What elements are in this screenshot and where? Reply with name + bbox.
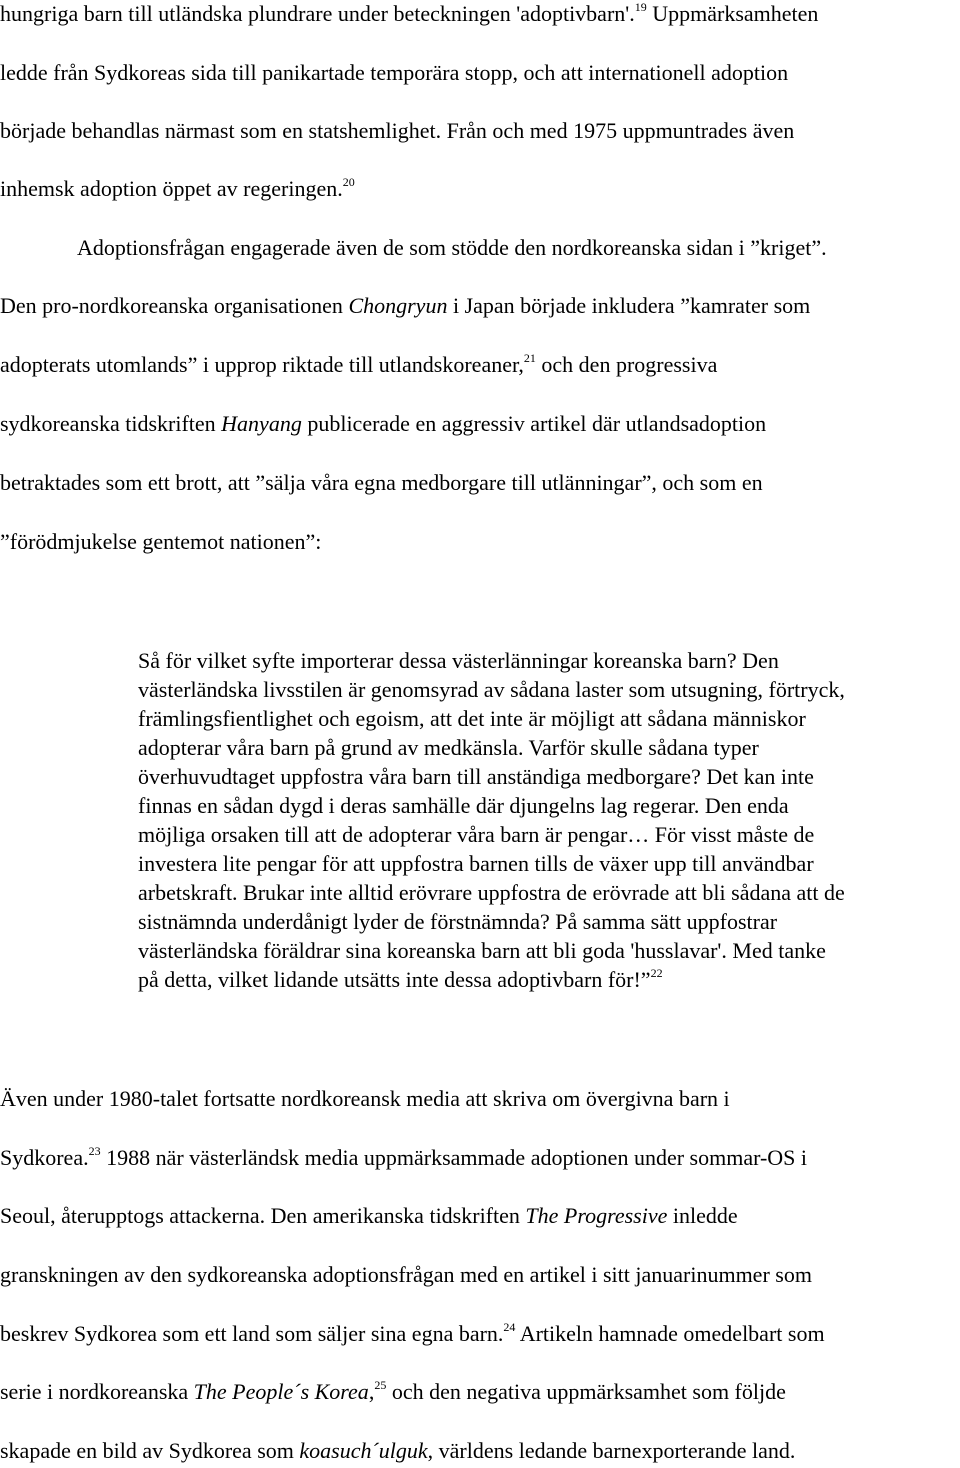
- paragraph-line: betraktades som ett brott, att ”sälja våra egna medborgare till utlänningar”, och som en: [0, 470, 763, 495]
- text-run: hungriga barn till utländska plundrare under beteckningen 'adoptivbarn'.: [0, 1, 635, 26]
- quote-line: Så för vilket syfte importerar dessa västerlänningar koreanska barn? Den: [138, 648, 779, 673]
- quote-line: [138, 965, 960, 994]
- text-run: inhemsk adoption öppet av regeringen.: [0, 176, 343, 201]
- text-run: ,: [368, 1379, 375, 1404]
- quote-line: överhuvudtaget uppfostra våra barn till anständiga medborgare? Det kan inte: [138, 764, 814, 789]
- quote-line: sistnämnda underdånigt lyder de förstnämnda? På samma sätt uppfostrar: [138, 909, 778, 934]
- quote-line: arbetskraft. Brukar inte alltid erövrare uppfostra de erövrade att bli sådana att de: [138, 880, 845, 905]
- paragraph-line: [0, 1378, 786, 1406]
- paragraph-line: Även under 1980-talet fortsatte nordkoreansk media att skriva om övergivna barn i: [0, 1086, 730, 1111]
- footnote-ref[interactable]: 22: [650, 966, 663, 980]
- italic-text: Chongryun: [348, 293, 448, 318]
- paragraph-line: [0, 1320, 825, 1348]
- text-run: serie i nordkoreanska: [0, 1379, 194, 1404]
- text-run: , världens ledande barnexporterande land.: [427, 1438, 796, 1463]
- text-run: på detta, vilket lidande utsätts inte dessa adoptivbarn för!”: [138, 967, 651, 992]
- italic-text: Hanyang: [221, 411, 302, 436]
- italic-text: koasuch´ulguk: [299, 1438, 428, 1463]
- text-run: 1988 när västerländsk media uppmärksammade adoptionen under sommar-OS i: [100, 1145, 808, 1170]
- paragraph-line: [0, 1202, 738, 1230]
- quote-line: västerländska livsstilen är genomsyrad av sådana laster som utsugning, förtryck,: [138, 677, 845, 702]
- quote-line: främlingsfientlighet och egoism, att det inte är möjligt att sådana människor: [138, 706, 806, 731]
- text-run: Sydkorea.: [0, 1145, 89, 1170]
- footnote-ref[interactable]: 20: [342, 175, 355, 189]
- paragraph-line: började behandlas närmast som en statshemlighet. Från och med 1975 uppmuntrades även: [0, 118, 795, 143]
- footnote-ref[interactable]: 21: [523, 351, 536, 365]
- text-run: Den pro-nordkoreanska organisationen: [0, 293, 349, 318]
- paragraph-line: [0, 292, 810, 320]
- text-run: inledde: [667, 1203, 738, 1228]
- paragraph-line: [0, 410, 766, 438]
- footnote-ref[interactable]: 24: [503, 1320, 516, 1334]
- text-run: Seoul, återupptogs attackerna. Den amerikanska tidskriften: [0, 1203, 526, 1228]
- paragraph-line: Adoptionsfrågan engagerade även de som stödde den nordkoreanska sidan i ”kriget”.: [77, 235, 827, 260]
- footnote-ref[interactable]: 25: [374, 1378, 387, 1392]
- paragraph-line: [0, 0, 818, 28]
- italic-text: The Progressive: [525, 1203, 668, 1228]
- paragraph-line: ledde från Sydkoreas sida till panikartade temporära stopp, och att internationell adoption: [0, 60, 789, 85]
- footnote-ref[interactable]: 19: [634, 0, 647, 14]
- text-run: publicerade en aggressiv artikel där utlandsadoption: [301, 411, 767, 436]
- paragraph-line: ”förödmjukelse gentemot nationen”:: [0, 529, 322, 554]
- text-run: adopterats utomlands” i upprop riktade till utlandskoreaner,: [0, 352, 524, 377]
- text-run: Artikeln hamnade omedelbart som: [515, 1321, 825, 1346]
- paragraph-line: [0, 1437, 795, 1465]
- text-run: Uppmärksamheten: [646, 1, 819, 26]
- paragraph-line: [0, 351, 717, 379]
- quote-line: adopterar våra barn på grund av medkänsla. Varför skulle sådana typer: [138, 735, 759, 760]
- quote-line: finnas en sådan dygd i deras samhälle där djungelns lag regerar. Den enda: [138, 793, 789, 818]
- footnote-ref[interactable]: 23: [88, 1144, 101, 1158]
- quote-line: investera lite pengar för att uppfostra barnen tills de växer upp till användbar: [138, 851, 814, 876]
- text-run: skapade en bild av Sydkorea som: [0, 1438, 300, 1463]
- text-run: och den negativa uppmärksamhet som följde: [386, 1379, 786, 1404]
- text-run: och den progressiva: [535, 352, 718, 377]
- paragraph-line: [0, 1144, 807, 1172]
- paragraph-line: granskningen av den sydkoreanska adoptionsfrågan med en artikel i sitt januarinummer som: [0, 1262, 812, 1287]
- quote-line: möjliga orsaken till att de adopterar våra barn är pengar… För visst måste de: [138, 822, 815, 847]
- paragraph-line: [0, 175, 355, 203]
- text-run: i Japan började inkludera ”kamrater som: [447, 293, 811, 318]
- quote-line: västerländska föräldrar sina koreanska barn att bli goda 'husslavar'. Med tanke: [138, 938, 826, 963]
- italic-text: The People´s Korea: [193, 1379, 369, 1404]
- text-run: beskrev Sydkorea som ett land som säljer sina egna barn.: [0, 1321, 504, 1346]
- text-run: sydkoreanska tidskriften: [0, 411, 222, 436]
